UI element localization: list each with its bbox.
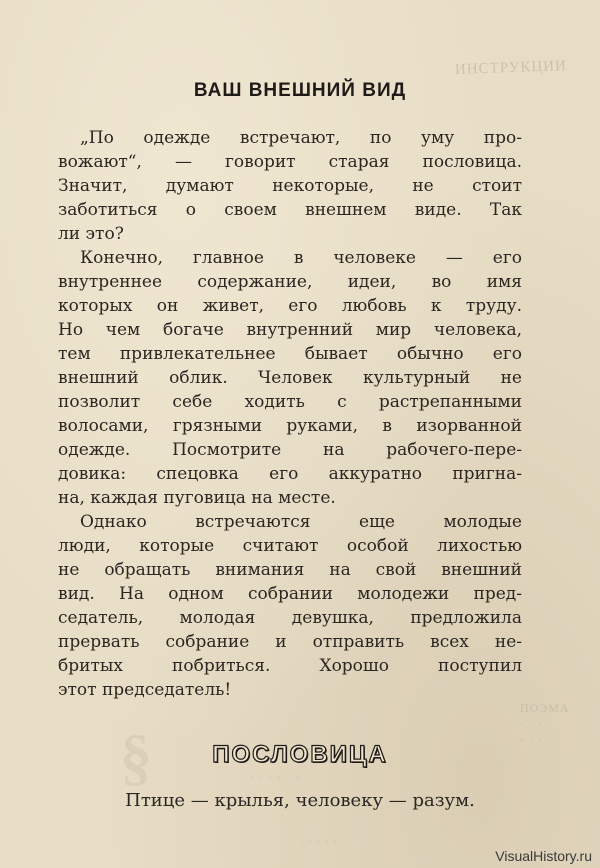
text-line: внутреннее содержание, идеи, во имя (58, 272, 522, 292)
text-line: одежде. Посмотрите на рабочего-пере- (58, 440, 522, 460)
watermark: VisualHistory.ru (495, 848, 592, 864)
text-line: тем привлекательнее бывает обычно его (58, 344, 522, 364)
text-line: бритых побриться. Хорошо поступил (58, 656, 522, 676)
bleed-through-text: ПОЭМА · · · · · · (520, 701, 570, 747)
text-line: довика: спецовка его аккуратно пригна- (58, 464, 522, 484)
text-line: Конечно, главное в человеке — его (80, 248, 522, 268)
text-line: вид. На одном собрании молодежи пред- (58, 584, 522, 604)
text-line: которых он живет, его любовь к труду. (58, 296, 522, 316)
proverb-heading: ПОСЛОВИЦА (212, 741, 388, 768)
text-line: „По одежде встречают, по уму про- (80, 128, 522, 148)
paragraph (58, 510, 522, 702)
bleed-through-mark: § (120, 721, 153, 792)
bleed-through-text: · · · · · · (250, 770, 300, 784)
text-line: Значит, думают некоторые, не стоит (58, 176, 522, 196)
text-line: ли это? (58, 224, 124, 244)
text-line: не обращать внимания на свой внешний (58, 560, 522, 580)
bleed-through-text: · · · · · (300, 836, 339, 848)
bleed-through-text: ИНСТРУКЦИИ (454, 58, 568, 78)
text-line: волосами, грязными руками, в изорванной (58, 416, 522, 436)
text-line: прервать собрание и отправить всех не- (58, 632, 522, 652)
paragraph (58, 246, 522, 510)
text-line: внешний облик. Человек культурный не (58, 368, 522, 388)
text-line: Но чем богаче внутренний мир человека, (58, 320, 522, 340)
text-line: этот председатель! (58, 680, 232, 700)
text-line: на, каждая пуговица на месте. (58, 488, 336, 508)
text-line: вожают“, — говорит старая пословица. (58, 152, 522, 172)
body-text (58, 126, 522, 702)
text-line: седатель, молодая девушка, предложила (58, 608, 522, 628)
page-title: ВАШ ВНЕШНИЙ ВИД (193, 80, 407, 101)
text-line: позволит себе ходить с растрепанными (58, 392, 522, 412)
proverb-text: Птице — крылья, человеку — разум. (125, 790, 475, 811)
paragraph (58, 126, 522, 246)
text-line: Однако встречаются еще молодые (80, 512, 522, 532)
text-line: заботиться о своем внешнем виде. Так (58, 200, 522, 220)
text-line: люди, которые считают особой лихостью (58, 536, 522, 556)
